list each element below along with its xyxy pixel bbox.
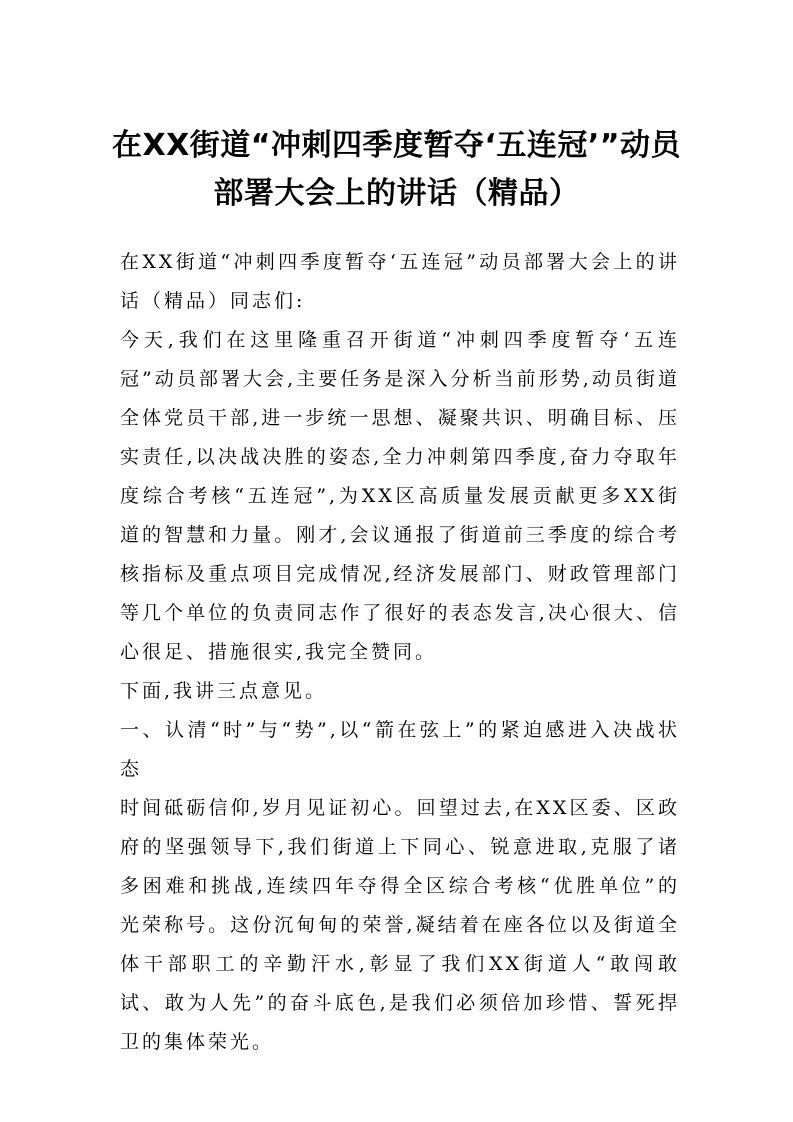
document-body	[120, 243, 680, 1062]
paragraph-section-1: 时间砥砺信仰,岁月见证初心。回望过去,在XX区委、区政府的坚强领导下,我们街道上下同心、锐意进取,克服了诸多困难和挑战,连续四年夺得全区综合考核“优胜单位”的光荣称号。这份沉甸甸的荣誉,凝结着在座各位以及街道全体干部职工的辛勤汗水,彰显了我们XX街道人“敢闯敢试、敢为人先”的奋斗底色,是我们必须倍加珍惜、誓死捍卫的集体荣光。	[120, 797, 680, 1053]
document-title: 在XX街道“冲刺四季度暂夺‘五连冠’”动员部署大会上的讲话（精品）	[112, 128, 681, 211]
paragraph-introduction: 今天,我们在这里隆重召开街道“冲刺四季度暂夺‘五连冠”动员部署大会,主要任务是深入分析当前形势,动员街道全体党员干部,进一步统一思想、凝聚共识、明确目标、压实责任,以决战决胜的姿态,全力冲刺第四季度,奋力夺取年度综合考核“五连冠”,为XX区高质量发展贡献更多XX街道的智慧和力量。刚才,会议通报了街道前三季度的综合考核指标及重点项目完成情况,经济发展部门、财政管理部门等几个单位的负责同志作了很好的表态发言,决心很大、信心很足、措施很实,我完全赞同。	[120, 329, 680, 663]
paragraph-opening: 在XX街道“冲刺四季度暂夺‘五连冠”动员部署大会上的讲话（精品）同志们:	[120, 251, 680, 312]
section-heading-1: 一、认清“时”与“势”,以“箭在弦上”的紧迫感进入决战状态	[120, 719, 680, 780]
paragraph-three-points: 下面,我讲三点意见。	[120, 680, 328, 702]
